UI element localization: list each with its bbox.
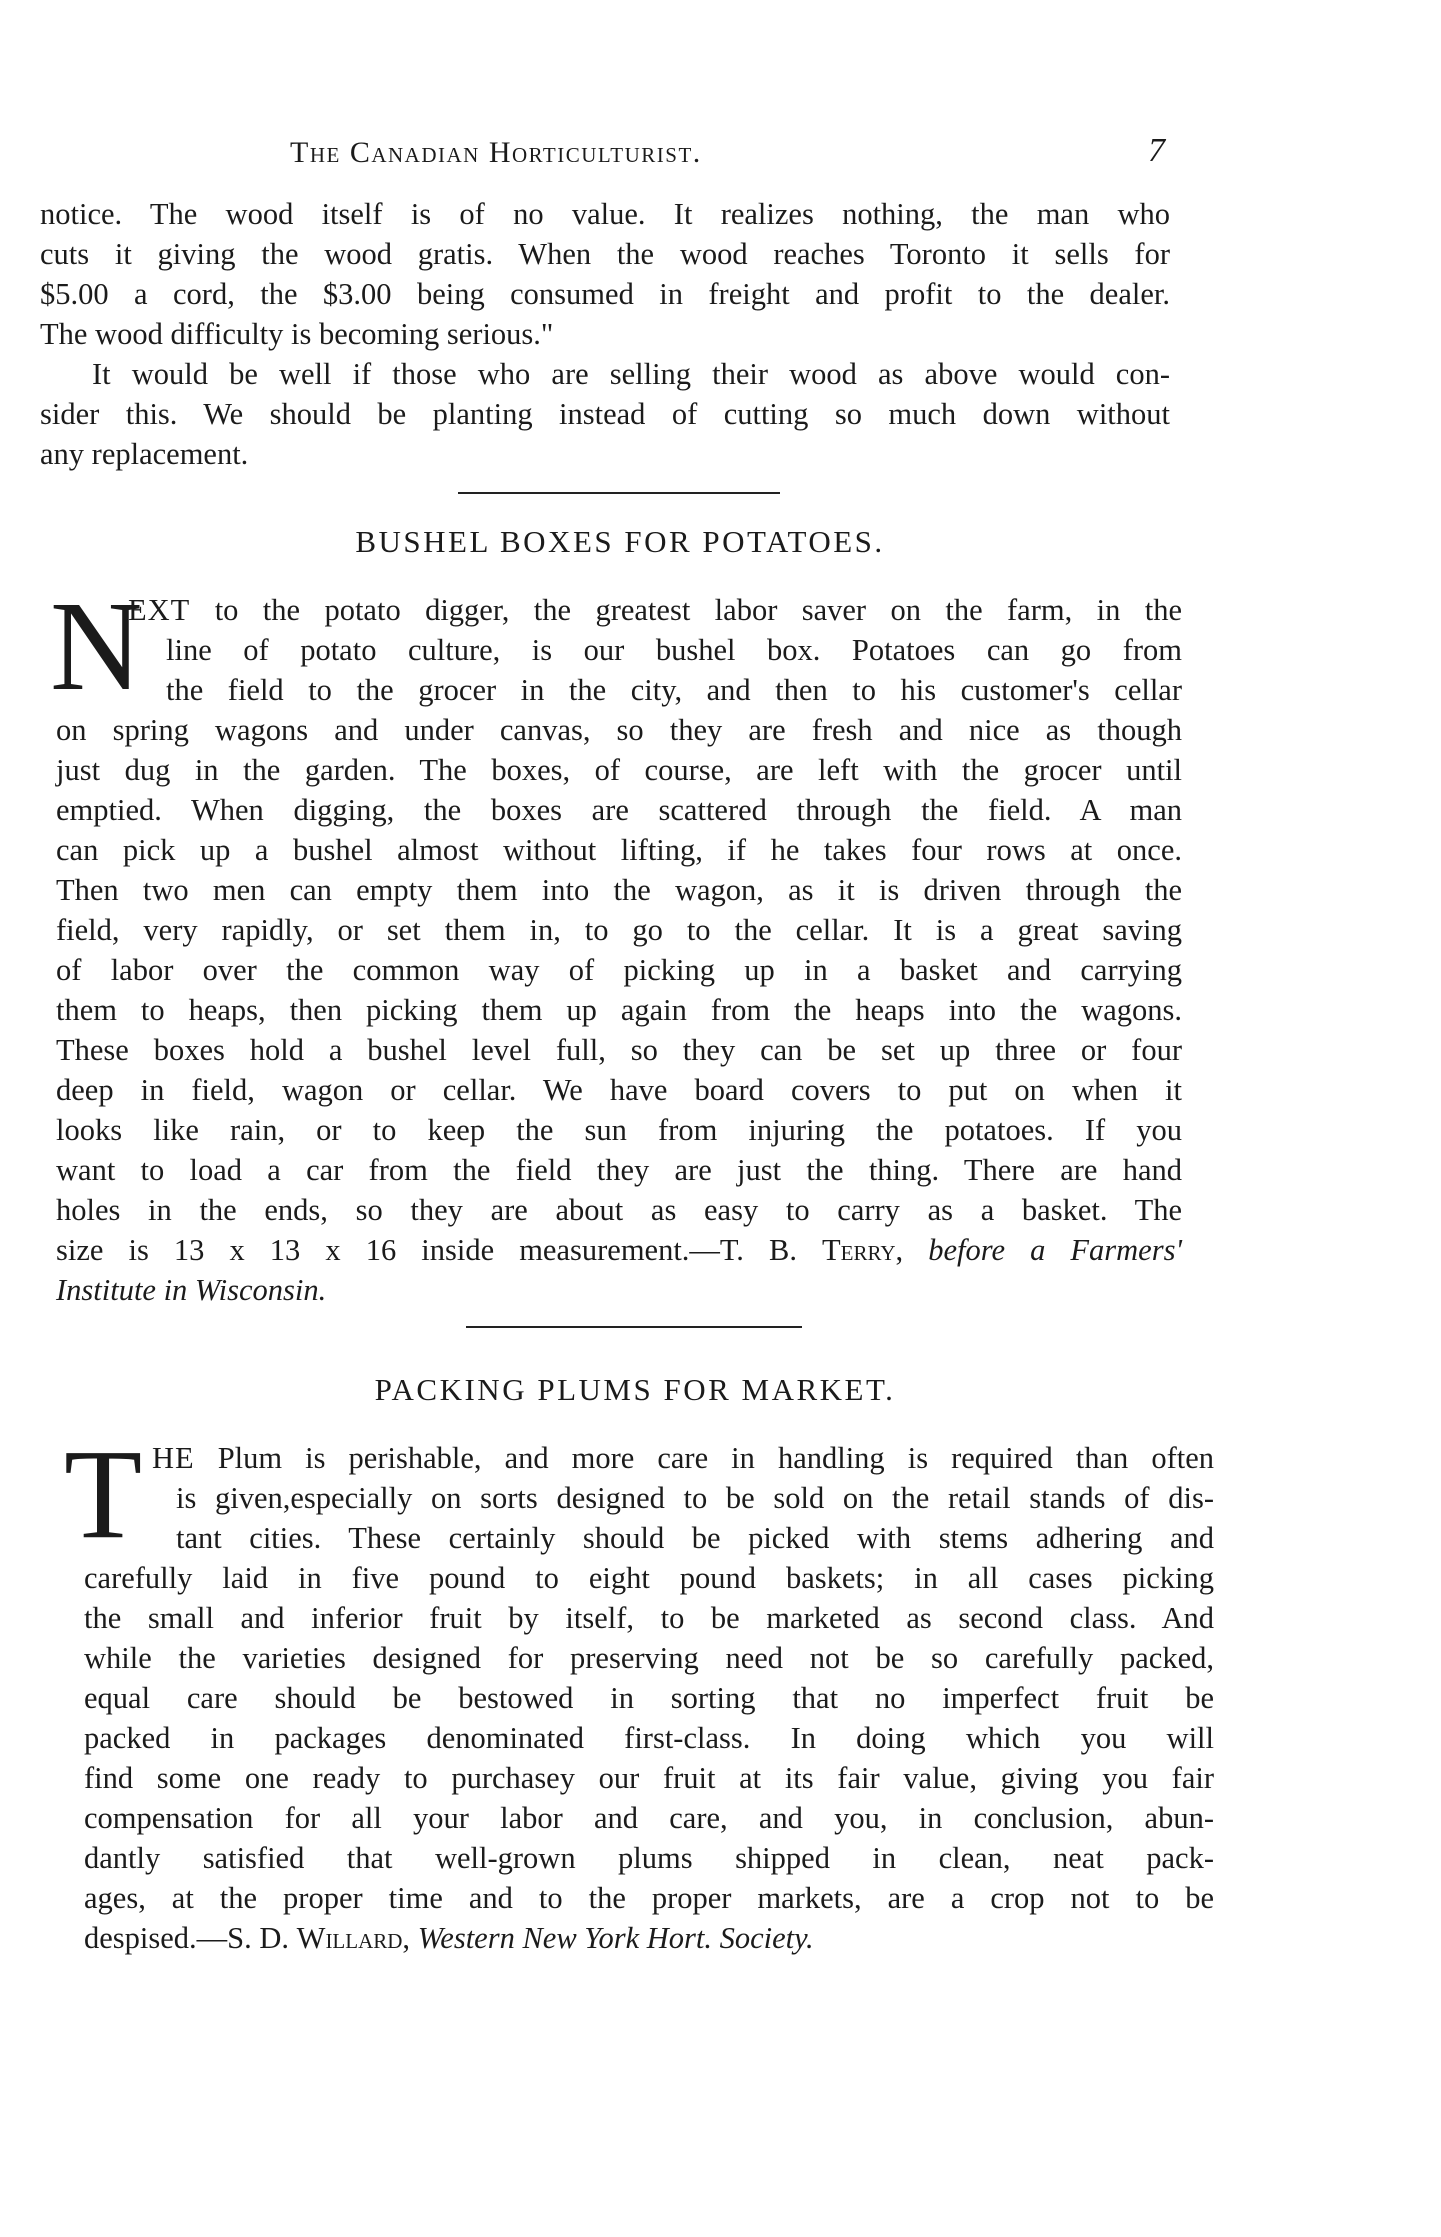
text-line: equal care should be bestowed in sorting that no imperfect fruit be [84,1681,1214,1715]
text-line: of labor over the common way of picking up in a basket and carrying [56,953,1182,987]
text-line: HE Plum is perishable, and more care in handling is required than often [152,1441,1214,1475]
text-line: want to load a car from the field they are just the thing. There are hand [56,1153,1182,1187]
text-line: line of potato culture, is our bushel box. Potatoes can go from [166,633,1182,667]
text-line: just dug in the garden. The boxes, of course, are left with the grocer until [56,753,1182,787]
text-line: These boxes hold a bushel level full, so they can be set up three or four [56,1033,1182,1067]
first-word-rest: EXT [128,593,191,627]
text-line: compensation for all your labor and care, and you, in conclusion, abun- [84,1801,1214,1835]
drop-cap-n: N [50,575,143,717]
text-line: while the varieties designed for preserving need not be so carefully packed, [84,1641,1214,1675]
text-line: $5.00 a cord, the $3.00 being consumed in freight and profit to the dealer. [40,277,1170,311]
text-line: EXT to the potato digger, the greatest labor saver on the farm, in the [128,593,1182,627]
text-line: tant cities. These certainly should be picked with stems adhering and [176,1521,1214,1555]
text-line: sider this. We should be planting instead of cutting so much down without [40,397,1170,431]
text-line: It would be well if those who are selling their wood as above would con- [92,357,1170,391]
text-line: on spring wagons and under canvas, so they are fresh and nice as though [56,713,1182,747]
potatoes-paragraph [56,590,1182,1310]
text-line: deep in field, wagon or cellar. We have board covers to put on when it [56,1073,1182,1107]
text-line: field, very rapidly, or set them in, to go to the cellar. It is a great saving [56,913,1182,947]
running-title: The Canadian Horticulturist. [290,136,702,169]
drop-cap-t: T [64,1423,143,1565]
author-name: Willard, [296,1921,411,1955]
section-divider [466,1326,802,1328]
text-line: notice. The wood itself is of no value. It realizes nothing, the man who [40,197,1170,231]
text-line: despised.—S. D. Willard, Western New York Hort. Society. [84,1921,814,1955]
source-citation: before a Farmers' [903,1233,1182,1267]
source-citation: Western New York Hort. Society. [410,1921,814,1955]
author-name: Terry, [822,1233,904,1267]
text-line: emptied. When digging, the boxes are scattered through the field. A man [56,793,1182,827]
intro-paragraph [40,194,1170,354]
text-line: is given,especially on sorts designed to be sold on the retail stands of dis- [176,1481,1214,1515]
text-line: holes in the ends, so they are about as easy to carry as a basket. The [56,1193,1182,1227]
text-line: cuts it giving the wood gratis. When the wood reaches Toronto it sells for [40,237,1170,271]
text-line: size is 13 x 13 x 16 inside measurement.—T. B. Terry, before a Farmers' [56,1233,1182,1267]
text-line: any replacement. [40,437,249,471]
text-line: looks like rain, or to keep the sun from injuring the potatoes. If you [56,1113,1182,1147]
source-citation-line: Institute in Wisconsin. [56,1273,327,1307]
section-title-potatoes: BUSHEL BOXES FOR POTATOES. [355,524,885,559]
text-line: The wood difficulty is becoming serious." [40,317,554,351]
text-line: the field to the grocer in the city, and then to his customer's cellar [166,673,1182,707]
running-header [0,132,1441,180]
section-divider [458,492,780,494]
text-line: packed in packages denominated first-class. In doing which you will [84,1721,1214,1755]
text-line: carefully laid in five pound to eight pound baskets; in all cases picking [84,1561,1214,1595]
first-word-rest: HE [152,1441,195,1475]
page-number: 7 [1148,132,1165,169]
text-line: ages, at the proper time and to the proper markets, are a crop not to be [84,1881,1214,1915]
text-line: dantly satisfied that well-grown plums shipped in clean, neat pack- [84,1841,1214,1875]
plums-paragraph [84,1438,1214,1958]
intro-paragraph-2 [40,354,1170,474]
text-line: the small and inferior fruit by itself, to be marketed as second class. And [84,1601,1214,1635]
text-line: them to heaps, then picking them up again from the heaps into the wagons. [56,993,1182,1027]
text-line: find some one ready to purchasey our fruit at its fair value, giving you fair [84,1761,1214,1795]
text-line: Then two men can empty them into the wagon, as it is driven through the [56,873,1182,907]
section-title-plums: PACKING PLUMS FOR MARKET. [374,1372,896,1407]
text-line: can pick up a bushel almost without lifting, if he takes four rows at once. [56,833,1182,867]
